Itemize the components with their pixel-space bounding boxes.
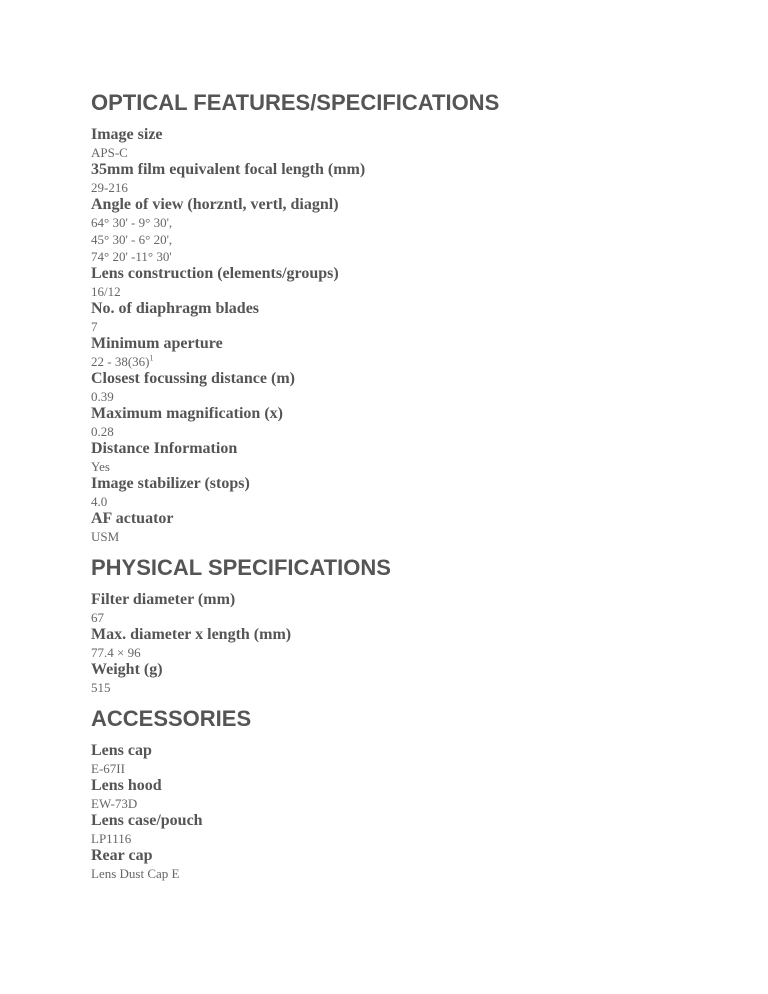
spec-diaphragm-blades	[91, 300, 731, 335]
spec-value: 7	[91, 319, 98, 334]
spec-value: EW-73D	[91, 796, 138, 811]
spec-max-magnification	[91, 405, 731, 440]
spec-value: APS-C	[91, 145, 128, 160]
spec-lens-hood	[91, 777, 731, 812]
spec-weight	[91, 661, 731, 696]
spec-value-vertical: 45° 30' - 6° 20',	[91, 232, 173, 247]
spec-value: E-67II	[91, 761, 125, 776]
spec-af-actuator	[91, 510, 731, 545]
spec-label: Lens hood	[91, 777, 162, 794]
spec-lens-case	[91, 812, 731, 847]
spec-label: No. of diaphragm blades	[91, 300, 260, 317]
spec-value: 4.0	[91, 494, 108, 509]
spec-label: Image stabilizer (stops)	[91, 475, 250, 492]
spec-label: Weight (g)	[91, 661, 163, 678]
spec-lens-construction	[91, 265, 731, 300]
spec-label: Image size	[91, 126, 163, 143]
spec-filter-diameter	[91, 591, 731, 626]
spec-label: Maximum magnification (x)	[91, 405, 283, 422]
spec-value: 0.39	[91, 389, 114, 404]
spec-label: Rear cap	[91, 847, 153, 864]
spec-value: 515	[91, 680, 111, 695]
spec-value: Lens Dust Cap E	[91, 866, 180, 881]
spec-document	[91, 90, 731, 882]
spec-image-size	[91, 126, 731, 161]
spec-value: 67	[91, 610, 104, 625]
spec-label: Lens cap	[91, 742, 152, 759]
spec-label: AF actuator	[91, 510, 174, 527]
spec-label: 35mm film equivalent focal length (mm)	[91, 161, 366, 178]
section-title-accessories: ACCESSORIES	[91, 706, 252, 731]
spec-value: 29-216	[91, 180, 128, 195]
spec-value-horizontal: 64° 30' - 9° 30',	[91, 215, 173, 230]
spec-rear-cap	[91, 847, 731, 882]
spec-value: 0.28	[91, 424, 114, 439]
spec-label: Angle of view (horzntl, vertl, diagnl)	[91, 196, 339, 213]
section-title-physical: PHYSICAL SPECIFICATIONS	[91, 555, 391, 580]
spec-value	[91, 353, 731, 370]
spec-value: USM	[91, 529, 120, 544]
spec-label: Minimum aperture	[91, 335, 223, 352]
spec-distance-information	[91, 440, 731, 475]
footnote-marker: 1	[149, 353, 154, 363]
spec-label: Filter diameter (mm)	[91, 591, 236, 608]
spec-lens-cap	[91, 742, 731, 777]
section-title-optical: OPTICAL FEATURES/SPECIFICATIONS	[91, 90, 500, 115]
spec-angle-of-view	[91, 196, 731, 265]
spec-value: Yes	[91, 459, 110, 474]
spec-label: Lens case/pouch	[91, 812, 203, 829]
spec-value: LP1116	[91, 831, 132, 846]
spec-value-diagonal: 74° 20' -11° 30'	[91, 249, 172, 264]
spec-label: Max. diameter x length (mm)	[91, 626, 292, 643]
spec-dimensions	[91, 626, 731, 661]
spec-label: Distance Information	[91, 440, 238, 457]
spec-minimum-aperture	[91, 335, 731, 370]
spec-value-text: 22 - 38(36)	[91, 354, 150, 369]
spec-closest-focus	[91, 370, 731, 405]
spec-value: 77.4 × 96	[91, 645, 141, 660]
spec-label: Closest focussing distance (m)	[91, 370, 295, 387]
spec-image-stabilizer	[91, 475, 731, 510]
spec-value: 16/12	[91, 284, 121, 299]
spec-label: Lens construction (elements/groups)	[91, 265, 339, 282]
spec-focal-length	[91, 161, 731, 196]
